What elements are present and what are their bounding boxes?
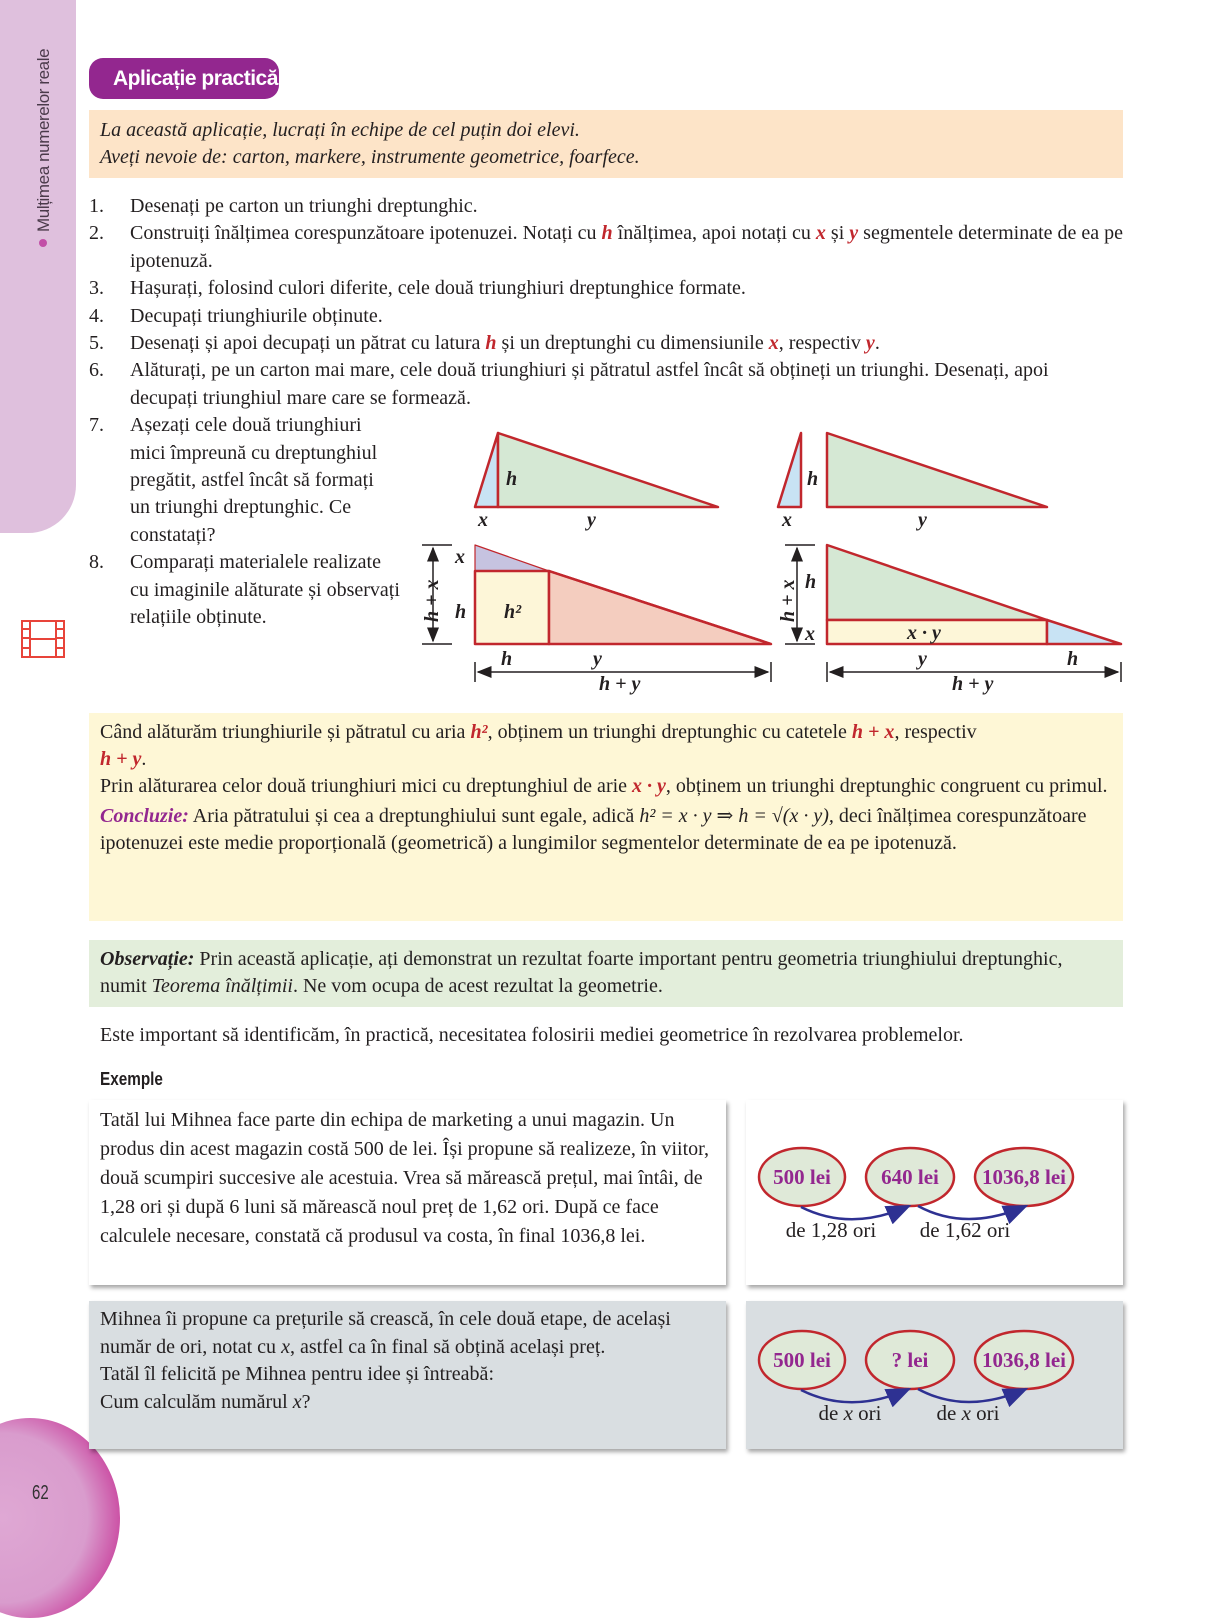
text: , astfel ca în final să obțină același preț. [289,1335,606,1358]
node-label: 500 lei [773,1348,831,1372]
step-number: 8. [89,551,104,574]
label-x: x [478,509,488,531]
var-hy: h + y [100,748,142,770]
conclusion-p3 [100,803,1112,857]
step-text: Hașurați, folosind culori diferite, cele două triunghiuri dreptunghice formate. [130,277,746,300]
large-triangle-y [498,433,718,507]
example2-question [100,1389,715,1417]
var-x: x [768,332,779,355]
node-label: ? lei [891,1348,929,1372]
arrow-label: de x ori [936,1401,1000,1425]
text: . [874,332,880,355]
example1-diagram [746,1100,1123,1285]
bullet-dot-icon [39,239,47,247]
text: Desenați și apoi decupați un pătrat cu latura [130,332,486,355]
text: Mihnea îi propune ca prețurile să crească, în cele două etape, de același număr de ori, notat cu [100,1308,671,1358]
step-item [89,330,1129,357]
text: Prin alăturarea celor două triunghiuri mici cu dreptunghiul de arie [100,775,633,797]
example1-card [89,1100,726,1285]
step-text: Alăturați, pe un carton mai mare, cele două triunghiuri și pătratul astfel încât să obțineți un triunghi. Desenați, apoi decupați triunghiul mare care se formează. [130,359,1049,409]
small-triangle-x-separate [778,433,801,507]
text: Cum calculăm numărul [100,1390,293,1413]
text: Prin această aplicație, ați demonstrat un rezultat foarte important pentru geometria triunghiului dreptunghic, numit [100,948,1063,997]
step-number: 5. [89,332,104,355]
green-triangle [827,545,1047,620]
label-hy: h + y [952,673,994,695]
label-h: h [455,601,467,623]
text: , obținem un triunghi dreptunghic cu catetele [487,721,852,743]
step-item [89,303,1129,330]
text: deci înălțimea corespunzătoare ipotenuzei este medie proporțională (geometrică) a lungimilor segmentelor determinate de ea pe ipotenuză. [100,805,1087,854]
page-number: 62 [32,1482,49,1504]
label-y: y [587,509,596,531]
conclusion-p1 [100,719,1112,773]
label-x: x [782,509,792,531]
section-title: Aplicație practică [89,58,279,99]
intro-line-1: La această aplicație, lucrați în echipe de cel puțin doi elevi. [100,119,580,141]
conclusion-p2 [100,773,1112,800]
var-hx: h + x [851,721,895,743]
step-number: 6. [89,359,104,382]
step-number: 7. [89,414,104,437]
label-h: h [506,468,518,490]
var-h: h [485,332,497,355]
intro-box [89,110,1123,178]
label-x: x [455,546,465,568]
geometry-figures [410,420,1140,710]
observation-label: Observație: [100,948,195,970]
conclusion-label: Concluzie: [100,805,189,827]
large-triangle-y-separate [827,433,1047,507]
label-h: h [805,571,817,593]
node-label: 640 lei [881,1165,939,1189]
step-number: 2. [89,222,104,245]
label-y: y [593,648,602,670]
step-number: 3. [89,277,104,300]
example2-card [89,1301,726,1449]
theorem-name: Teorema înălțimii [151,975,293,997]
label-h2: h² [504,601,522,623]
arrow-label: de 1,62 ori [919,1218,1011,1242]
label-hx: h + x [777,579,799,622]
var-x: x [815,222,826,245]
step-text [130,330,1129,357]
example2-p1 [100,1306,715,1361]
example1-text: Tatăl lui Mihnea face parte din echipa de marketing a unui magazin. Un produs din acest magazin costă 500 de lei. Își propune să realizeze, în viitor, două scumpiri succesive ale acestuia. Vrea să mărească prețul, mai întâi, de 1,28 ori și după 6 luni să mărească noul preț de 1,62 ori. După ce face calculele necesare, constată că produsul va costa, în final 1036,8 lei. [100,1109,709,1247]
text: , respectiv [778,332,866,355]
var-h: h [601,222,613,245]
text: și un dreptunghi cu dimensiunile [496,332,769,355]
var-h2: h² [470,721,488,743]
conclusion-box [89,713,1123,921]
text: , obținem un triunghi dreptunghic congruent cu primul. [665,775,1108,797]
step-text: Comparați materialele realizate cu imaginile alăturate și observați relațiile obținute. [130,551,400,629]
var-xy: x · y [632,775,666,797]
label-x: x [805,623,815,645]
arrow-label: de 1,28 ori [785,1218,877,1242]
label-h: h [501,648,513,670]
step-text: Așezați cele două triunghiuri mici împreună cu dreptunghiul pregătit, astfel încât să formați un triunghi dreptunghic. Ce constatați? [130,414,378,546]
text: . [141,748,147,770]
small-triangle-x [475,433,498,507]
var-y: y [849,222,859,245]
intro-line-2: Aveți nevoie de: carton, markere, instrumente geometrice, foarfece. [100,146,640,168]
step-item [89,275,1129,302]
text: înălțimea, apoi notați cu [612,222,816,245]
blue-triangle [1047,620,1121,644]
observation-box [89,940,1123,1007]
label-h: h [1067,648,1079,670]
label-xy: x · y [907,622,941,644]
step-item [89,193,1129,220]
film-strip-icon[interactable] [21,620,65,658]
var-y: y [865,332,875,355]
example2-diagram [746,1301,1123,1449]
text: Aria pătratului și cea a dreptunghiului sunt egale, adică [188,805,640,827]
label-h: h [807,468,819,490]
chapter-title [34,49,54,232]
step-number: 4. [89,304,104,327]
var-x: x [292,1390,302,1413]
arrow-label: de x ori [818,1401,882,1425]
step-text: Decupați triunghiurile obținute. [130,304,383,327]
step-item [89,220,1129,275]
label-hx: h + x [421,579,443,622]
step-item [89,357,1129,412]
label-y: y [918,648,927,670]
examples-heading: Exemple [100,1069,163,1089]
text: ? [301,1390,311,1413]
text: și [825,222,850,245]
text: segmentele determinate de ea pe ipotenuză. [130,222,1124,272]
node-label: 500 lei [773,1165,831,1189]
label-y: y [918,509,927,531]
step-text [130,220,1129,275]
purple-triangle [475,545,549,571]
text: Când alăturăm triunghiurile și pătratul cu aria [100,721,471,743]
note-paragraph: Este important să identificăm, în practică, necesitatea folosirii mediei geometrice în rezolvarea problemelor. [100,1024,964,1046]
step-number: 1. [89,195,104,217]
text: Construiți înălțimea corespunzătoare ipotenuzei. Notați cu [130,222,602,245]
example2-p2: Tatăl îl felicită pe Mihnea pentru idee și întreabă: [100,1363,494,1385]
text: . Ne vom ocupa de acest rezultat la geometrie. [292,975,663,997]
label-hy: h + y [599,673,641,695]
formula: h² = x · y ⇒ h = √(x · y), [639,805,834,827]
var-x: x [281,1335,290,1358]
step-text: Desenați pe carton un triunghi dreptunghic. [130,195,478,217]
text: , respectiv [894,721,977,743]
node-label: 1036,8 lei [982,1165,1066,1189]
node-label: 1036,8 lei [982,1348,1066,1372]
chapter-title-text: Mulțimea numerelor reale [34,48,53,232]
